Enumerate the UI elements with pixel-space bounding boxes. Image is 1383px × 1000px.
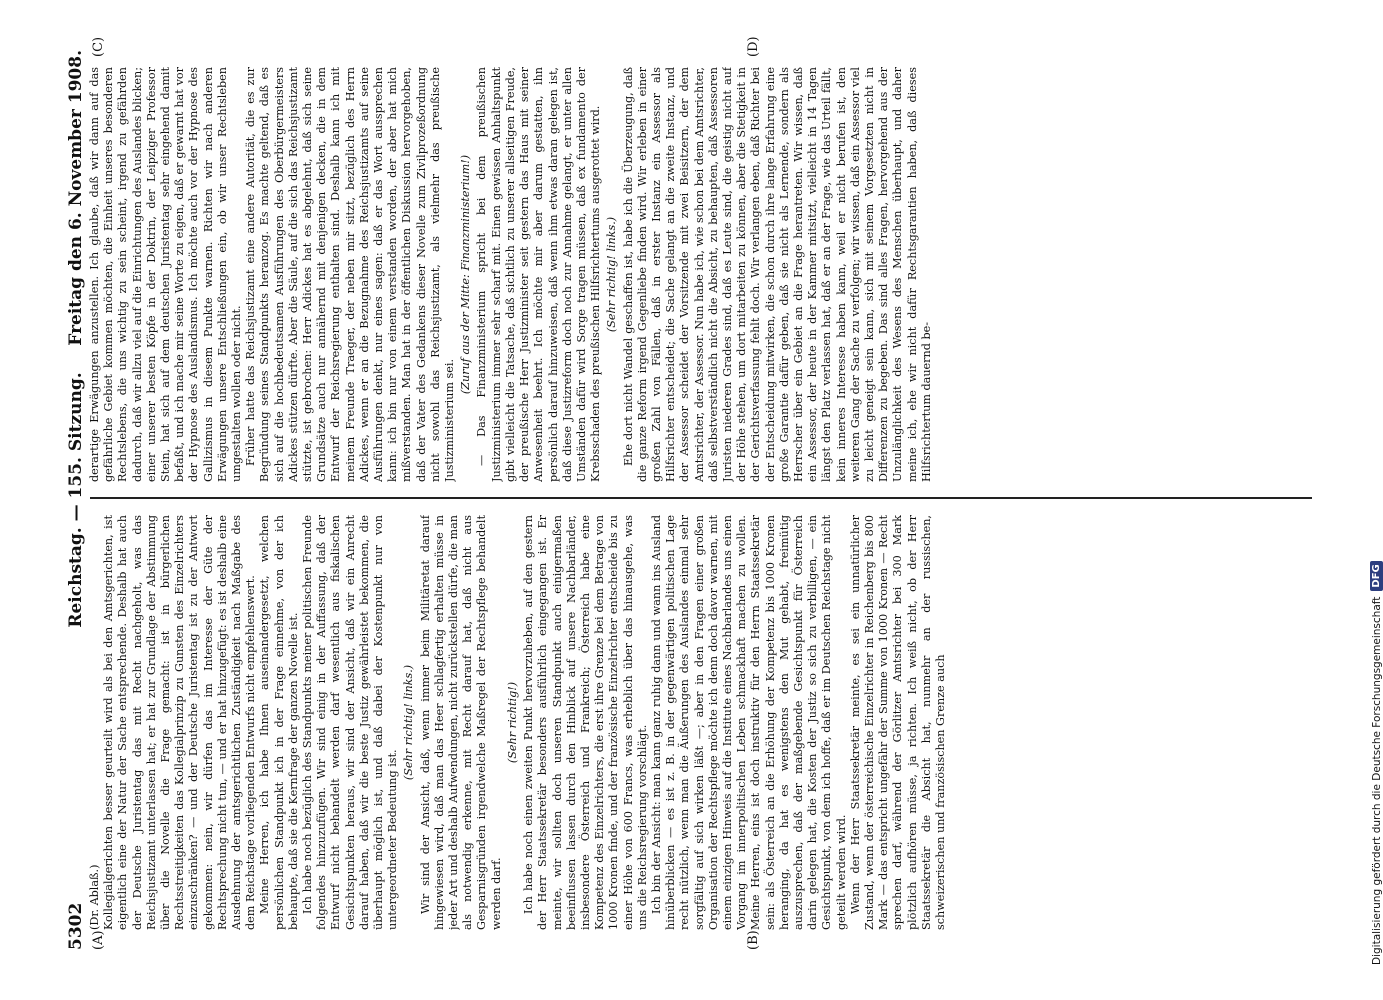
margin-marker-c: (C): [91, 36, 106, 57]
interjection: (Sehr richtig! links.): [402, 664, 416, 781]
speaker-note: (Dr. Ablaß.): [88, 864, 101, 930]
interjection: (Sehr richtig!): [505, 681, 519, 764]
rotated-document-page: [46, 36, 1356, 950]
column-divider: [90, 497, 1312, 499]
paragraph: Wenn der Herr Staatssekretär meinte, es sei ein unnatürlicher Zustand, wenn der österreichische Einzelrichter in Reichenberg bis 800 Mark — das entspricht ungefähr der Summe von 1000 Kronen — Recht sprechen darf, während der Görlitzer Amtsrichter bei 300 Mark plötzlich aufhören müsse, ja richten. Ich weiß nicht, ob der Herr Staatssekretär die Absicht hat, nunmehr an der russischen, schweizerischen und französischen Grenze auch: [848, 515, 947, 930]
left-text-column: [88, 515, 1314, 930]
paragraph: Ich habe noch bezüglich des Standpunkts meiner politischen Freunde folgendes hinzuzufügen. Wir sind einig in der Auffassung, daß der Entwurf nicht behandelt werden darf wesentlich aus fiskalischen Gesichtspunkten heraus, wir sind der Ansicht, daß wir ein Anrecht darauf haben, daß wir die beste Justiz gewährleistet bekommen, die überhaupt möglich ist, und daß dabei der Kostenpunkt nur von untergeordneter Bedeutung ist.: [301, 515, 400, 930]
paragraph: Ich bin der Ansicht: man kann ganz ruhig dann und wann ins Ausland hinüberblicken — es ist z. B. in der gegenwärtigen politischen Lage recht nützlich, wenn man die Äußerungen des Auslandes einmal sehr sorgfältig auf sich wirken läßt —; aber in den Fragen einer großen Organisation der Rechtspflege möchte ich denn doch davor warnen, mit einem einzigen Hinweis auf die Institute eines Nachbarlandes uns einen Vorgang im innerpolitischen Leben schmackhaft machen zu wollen. Meine Herren, eins ist doch instruktiv für den Herrn Staatssekretär sein: als Österreich an die Erhöhung der Kompetenz bis 1000 Kronen heranging, da hat es wenigstens den Mut gehabt, freimütig auszusprechen, daß der maßgebende Gesichtspunkt für Österreich darin gelegen hat, die Kosten der Justiz so sich zu verbilligen, — ein Gesichtspunkt, von dem ich hoffe, daß er im Deutschen Reichstage nicht geteilt werden wird.: [649, 515, 848, 930]
paragraph: Früher hatte das Reichsjustizamt eine andere Autorität, die es zur Begründung seines Standpunkts heranzog. Es machte geltend, daß es sich auf die hochbedeutsamen Ausführungen des Oberbürgermeisters Adickes stützen dürfte. Aber die Säule, auf die sich das Reichsjustizamt stützte, ist gebrochen: Herr Adickes hat es abgelehnt, daß sich seine Grundsätze auch nur annähernd mit denjenigen decken, die in dem Entwurf der Reichsregierung enthalten sind. Deshalb kann ich mit meinem Freunde Traeger, der neben mir sitzt, bezüglich des Herrn Adickes, wenn er an die Bezugnahme des Reichsjustizamts auf seine Ausführungen denkt, nur eines sagen: daß er das Wort aussprechen kann: ich bin nur von einem verstanden worden, der aber hat mich mißverstanden. Man hat in der öffentlichen Diskussion hervorgehoben, daß der Vater des Gedankens dieser Novelle zum Zivilprozeßordnung nicht sowohl das Reichsjustizamt, als vielmehr das preußische Justizministerium sei.: [244, 67, 457, 482]
session-title: Reichstag. — 155. Sitzung.: [66, 372, 86, 628]
page-header: [46, 50, 86, 950]
margin-marker-b: (B): [746, 930, 761, 950]
paragraph: derartige Erwägungen anzustellen. Ich glaube, daß wir dann auf das gefährliche Gebiet kommen möchten, die Einheit unseres besonderen Rechtslebens, die uns wichtig zu sein scheint, irgend zu gefährden dadurch, daß wir allzu viel auf die Einrichtungen des Auslandes blicken; einer unserer besten Köpfe in der Doktrin, der Leipziger Professor Stein, hat sich auf dem deutschen Juristentag sehr eingehend damit befaßt, und ich mache mir seine Worte zu eigen, daß er gewarnt hat vor der Hypnose des Auslandismus. Ich möchte auch vor der Hypnose des Gallizismus in diesem Punkte warnen. Richten wir nach anderen Erwägungen unsere Entschließungen ein, ob wir unser Rechtsleben umgestalten wollen oder nicht.: [88, 67, 244, 482]
margin-marker-a: (A): [91, 930, 106, 950]
margin-marker-d: (D): [746, 36, 761, 57]
credit-text: Digitalisierung gefördert durch die Deutsche Forschungsgemeinschaft: [1370, 596, 1383, 965]
interjection: (Zuruf aus der Mitte: Finanzministerium!): [459, 154, 473, 395]
paragraph: Ich habe noch einen zweiten Punkt hervorzuheben, auf den gestern der Herr Staatssekretär besonders ausführlich eingegangen ist. Er meinte, wir sollten doch unseren Standpunkt auch einigermaßen beeinflussen lassen durch den Hinblick auf unsere Nachbarländer, insbesondere Österreich und Frankreich; Österreich habe eine Kompetenz des Einzelrichters, die erst ihre Grenze bei dem Betrage von 1000 Kronen finde, und der französische Einzelrichter entscheide bis zu einer Höhe von 600 Francs, was erheblich über das hinausgehe, was uns die Reichsregierung vorschlägt.: [522, 515, 649, 930]
right-text-column: [88, 67, 1314, 482]
paragraph: Ehe dort nicht Wandel geschaffen ist, habe ich die Überzeugung, daß die ganze Reform irgend Gegenliebe finden wird. Wir erleben in einer großen Zahl von Fällen, daß in erster Instanz ein Assessor als Hilfsrichter entscheidet; die Sache gelangt an die zweite Instanz, und der Assessor scheidet der Vorsitzende mit zwei Beisitzern, der dem Amtsrichter, der Assessor. Nun habe ich, wie schon bei dem Amtsrichter, daß selbstverständlich nicht die Absicht, zu behaupten, daß Assessoren Juristen niederen Grades sind, daß es Leute sind, die geistig nicht auf der Höhe stehen, um dort mitarbeiten zu können, aber die Stetigkeit in der Gerichtsverfassung fehlt doch. Wir verlangen eben, daß Richter bei der Entscheidung mitwirken, die schon durch ihre lange Erfahrung eine große Garantie dafür geben, daß sie nicht als Lernende, sondern als Herrscher über ein Gebiet an die Frage herantreten. Wir wissen, daß ein Assessor, der heute in der Kammer mitsitzt, vielleicht in 14 Tagen längst den Platz verlassen hat, daß er an der Frage, wie das Urteil fällt, kein inneres Interesse haben kann, weil er nicht berufen ist, den weiteren Gang der Sache zu verfolgen; wir wissen, daß ein Assessor viel zu leicht geneigt sein kann, sich mit seinem Vorgesetzten nicht in Differenzen zu begeben. Das sind alles Fragen, hervorgehend aus der Unzulänglichkeit des Wesens des Menschen überhaupt, und daher meine ich, ehe wir nicht dafür Rechtsgarantien haben, daß dieses Hilfsrichtertum dauernd be-: [621, 67, 933, 482]
paragraph: Wir sind der Ansicht, daß, wenn immer beim Militäretat darauf hingewiesen wird, daß man das Heer schlagfertig erhalten müsse in jeder Art und deshalb Aufwendungen, nicht zurückstellen dürfe, die man als notwendig erkenne, mit Recht darauf hat, daß nicht aus Gesparnisgründen irgendwelche Maßregel der Rechtspflege behandelt werden darf.: [418, 515, 503, 930]
dfg-logo: DFG: [1370, 561, 1383, 590]
digitization-credit: [1370, 561, 1383, 965]
interjection: (Sehr richtig! links.): [605, 216, 619, 333]
paragraph: — Das Finanzministerium spricht bei dem preußischen Justizministerium immer sehr scharf mit. Einen gewissen Anhaltspunkt gibt vielleicht die Tatsache, daß sichtlich zu unserer allseitigen Freude, der preußische Herr Justizminister seit gestern das Haus mit seiner Anwesenheit beehrt. Ich möchte mir aber darum gestatten, ihn persönlich darauf hinzuweisen, daß wenn ihm etwas daran gelegen ist, daß diese Justizreform doch noch zur Annahme gelangt, er unter allen Umständen dafür wird Sorge tragen müssen, daß ex fundamento der Krebsschaden des preußischen Hilfsrichtertums ausgerottet wird.: [475, 67, 603, 482]
paragraph: Meine Herren, ich habe Ihnen auseinandergesetzt, welchen persönlichen Standpunkt ich in der Frage einnehme, von der ich behaupte, daß sie die Kernfrage der ganzen Novelle ist.: [258, 515, 300, 930]
page-number: 5302: [66, 902, 86, 950]
session-date: Freitag den 6. November 1908.: [66, 50, 86, 346]
paragraph: Kollegialgerichten besser geurteilt wird als bei den Amtsgerichten, ist eigentlich eine der Natur der Sache entsprechende. Deshalb hat auch der Deutsche Juristentag das mit Recht nachgeholt, was das Reichsjustizamt unterlassen hat; er hat zur Grundlage der Abstimmung über die Novelle die Frage gemacht: ist in bürgerlichen Rechtsstreitigkeiten das Kollegialprinzip zu Gunsten des Einzelrichters einzuschränken? — und der Deutsche Juristentag ist zu der Antwort gekommen: nein, wir dürfen das im Interesse der Güte der Rechtsprechung nicht tun, — und er hat hinzugefügt: es ist deshalb eine Ausdehnung der amtsgerichtlichen Zuständigkeit nach Maßgabe des dem Reichstage vorliegenden Entwurfs nicht empfehlenswert.: [102, 515, 258, 930]
